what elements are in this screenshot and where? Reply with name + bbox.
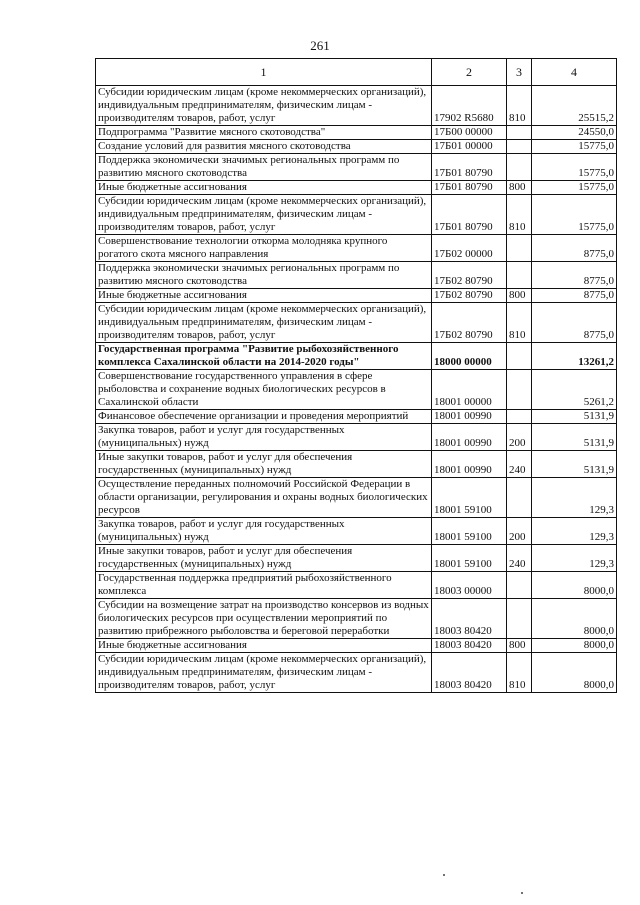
row-amount: 8775,0: [532, 235, 617, 262]
row-amount: 8000,0: [532, 599, 617, 639]
row-name: Субсидии юридическим лицам (кроме некоммерческих организаций), индивидуальным предпринимателям, физическим лицам - производителям товаров, работ, услуг: [96, 86, 432, 126]
row-name: Совершенствование технологии откорма молодняка крупного рогатого скота мясного направления: [96, 235, 432, 262]
row-code: 17902 R5680: [432, 86, 507, 126]
row-name: Осуществление переданных полномочий Российской Федерации в области организации, регулирования и охраны водных биологических ресурсов: [96, 478, 432, 518]
table-row: [96, 370, 617, 410]
row-type: [507, 140, 532, 154]
row-type: [507, 410, 532, 424]
row-name: Иные закупки товаров, работ и услуг для обеспечения государственных (муниципальных) нужд: [96, 451, 432, 478]
table-row: [96, 451, 617, 478]
row-code: 18001 00000: [432, 370, 507, 410]
table-row: [96, 518, 617, 545]
page-number: 261: [310, 38, 330, 53]
table-row: [96, 639, 617, 653]
row-type: 240: [507, 545, 532, 572]
row-type: 800: [507, 181, 532, 195]
row-amount: 8775,0: [532, 289, 617, 303]
row-amount: 15775,0: [532, 195, 617, 235]
row-code: 18001 00990: [432, 424, 507, 451]
row-code: 18003 80420: [432, 639, 507, 653]
row-amount: 5131,9: [532, 451, 617, 478]
row-type: [507, 572, 532, 599]
row-code: 17Б02 80790: [432, 303, 507, 343]
column-header-name: 1: [96, 59, 432, 86]
row-type: [507, 154, 532, 181]
row-amount: 8000,0: [532, 653, 617, 693]
table-row: [96, 424, 617, 451]
row-name: Подпрограмма "Развитие мясного скотоводства": [96, 126, 432, 140]
row-type: 240: [507, 451, 532, 478]
row-type: [507, 126, 532, 140]
table-row: [96, 303, 617, 343]
scan-speck: [443, 874, 445, 876]
row-name: Государственная поддержка предприятий рыбохозяйственного комплекса: [96, 572, 432, 599]
row-type: 810: [507, 86, 532, 126]
column-header-code: 2: [432, 59, 507, 86]
row-amount: 8000,0: [532, 572, 617, 599]
table-row: [96, 289, 617, 303]
row-name: Закупка товаров, работ и услуг для государственных (муниципальных) нужд: [96, 424, 432, 451]
row-amount: 5131,9: [532, 424, 617, 451]
row-type: [507, 343, 532, 370]
row-amount: 8000,0: [532, 639, 617, 653]
table-row: [96, 154, 617, 181]
row-type: 810: [507, 303, 532, 343]
row-type: [507, 370, 532, 410]
budget-table: [95, 58, 617, 693]
table-row: [96, 545, 617, 572]
row-amount: 15775,0: [532, 154, 617, 181]
table-header-row: [96, 59, 617, 86]
row-code: 18001 59100: [432, 478, 507, 518]
row-name: Закупка товаров, работ и услуг для государственных (муниципальных) нужд: [96, 518, 432, 545]
table-row: [96, 126, 617, 140]
row-name: Субсидии юридическим лицам (кроме некоммерческих организаций), индивидуальным предпринимателям, физическим лицам - производителям товаров, работ, услуг: [96, 195, 432, 235]
row-type: 810: [507, 195, 532, 235]
row-code: 17Б02 80790: [432, 262, 507, 289]
table-row: [96, 262, 617, 289]
table-row: [96, 653, 617, 693]
row-code: 17Б01 80790: [432, 195, 507, 235]
row-name: Совершенствование государственного управления в сфере рыболовства и сохранение водных биологических ресурсов в Сахалинской области: [96, 370, 432, 410]
table-row: [96, 86, 617, 126]
row-code: 18001 00990: [432, 451, 507, 478]
row-name: Создание условий для развития мясного скотоводства: [96, 140, 432, 154]
row-code: 17Б01 00000: [432, 140, 507, 154]
row-name: Поддержка экономически значимых региональных программ по развитию мясного скотоводства: [96, 154, 432, 181]
table-row: [96, 343, 617, 370]
row-code: 17Б02 00000: [432, 235, 507, 262]
scan-speck: [521, 892, 523, 894]
row-code: 18001 59100: [432, 518, 507, 545]
row-code: 18001 59100: [432, 545, 507, 572]
row-name: Иные закупки товаров, работ и услуг для обеспечения государственных (муниципальных) нужд: [96, 545, 432, 572]
row-name: Иные бюджетные ассигнования: [96, 289, 432, 303]
row-name: Иные бюджетные ассигнования: [96, 639, 432, 653]
row-amount: 129,3: [532, 545, 617, 572]
row-name: Иные бюджетные ассигнования: [96, 181, 432, 195]
column-header-type: 3: [507, 59, 532, 86]
table-row: [96, 572, 617, 599]
table-row: [96, 195, 617, 235]
row-amount: 5131,9: [532, 410, 617, 424]
row-name: Финансовое обеспечение организации и проведения мероприятий: [96, 410, 432, 424]
row-amount: 129,3: [532, 518, 617, 545]
row-code: 17Б02 80790: [432, 289, 507, 303]
row-code: 18003 80420: [432, 599, 507, 639]
table-row: [96, 478, 617, 518]
row-type: 200: [507, 518, 532, 545]
table-row: [96, 181, 617, 195]
row-code: 17Б00 00000: [432, 126, 507, 140]
row-type: 800: [507, 289, 532, 303]
row-type: 200: [507, 424, 532, 451]
row-name: Государственная программа "Развитие рыбохозяйственного комплекса Сахалинской области на 2014-2020 годы": [96, 343, 432, 370]
row-type: [507, 235, 532, 262]
row-name: Субсидии юридическим лицам (кроме некоммерческих организаций), индивидуальным предпринимателям, физическим лицам - производителям товаров, работ, услуг: [96, 653, 432, 693]
row-name: Субсидии юридическим лицам (кроме некоммерческих организаций), индивидуальным предпринимателям, физическим лицам - производителям товаров, работ, услуг: [96, 303, 432, 343]
table-row: [96, 140, 617, 154]
row-amount: 129,3: [532, 478, 617, 518]
row-amount: 5261,2: [532, 370, 617, 410]
row-type: [507, 599, 532, 639]
row-amount: 15775,0: [532, 181, 617, 195]
row-type: 810: [507, 653, 532, 693]
row-amount: 8775,0: [532, 262, 617, 289]
row-type: [507, 478, 532, 518]
column-header-amount: 4: [532, 59, 617, 86]
row-code: 17Б01 80790: [432, 181, 507, 195]
row-amount: 25515,2: [532, 86, 617, 126]
row-type: 800: [507, 639, 532, 653]
table-row: [96, 599, 617, 639]
row-type: [507, 262, 532, 289]
row-amount: 13261,2: [532, 343, 617, 370]
row-amount: 8775,0: [532, 303, 617, 343]
row-name: Поддержка экономически значимых региональных программ по развитию мясного скотоводства: [96, 262, 432, 289]
table-row: [96, 410, 617, 424]
row-code: 18000 00000: [432, 343, 507, 370]
row-name: Субсидии на возмещение затрат на производство консервов из водных биологических ресурсов при осуществлении мероприятий по развитию прибрежного рыболовства и береговой переработки: [96, 599, 432, 639]
table-row: [96, 235, 617, 262]
row-code: 18003 00000: [432, 572, 507, 599]
row-amount: 24550,0: [532, 126, 617, 140]
row-amount: 15775,0: [532, 140, 617, 154]
row-code: 18003 80420: [432, 653, 507, 693]
row-code: 17Б01 80790: [432, 154, 507, 181]
row-code: 18001 00990: [432, 410, 507, 424]
